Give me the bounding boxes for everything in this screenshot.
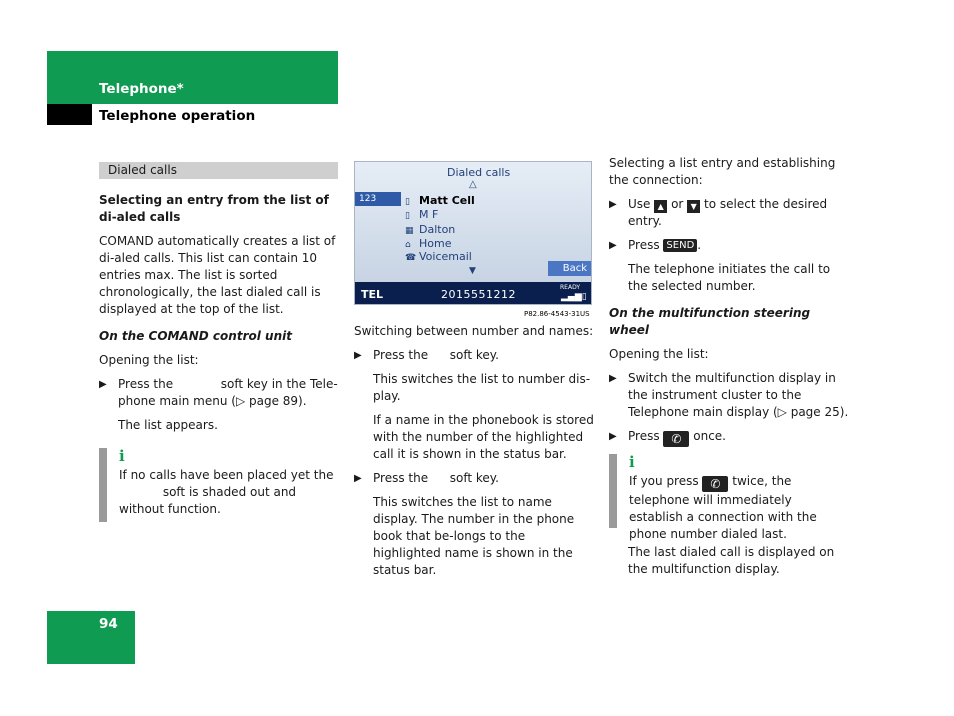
bullet-arrow-icon: ▶ bbox=[609, 373, 617, 384]
down-key-icon: ▼ bbox=[687, 200, 700, 213]
control-unit-heading: On the COMAND control unit bbox=[99, 329, 292, 343]
switch-names-text: This switches the list to name display. The number in the phone book that be-longs to the highlighted name is shown in the status bar. bbox=[373, 495, 575, 577]
column-3 bbox=[609, 155, 849, 585]
list-appears-text: The list appears. bbox=[118, 418, 218, 432]
note-bar bbox=[609, 454, 617, 528]
bullet-arrow-icon: ▶ bbox=[609, 199, 617, 210]
signal-icon: ▂▄▆▯ bbox=[561, 292, 587, 302]
scroll-down-icon: ▼ bbox=[469, 266, 476, 276]
opening-text: Opening the list: bbox=[99, 353, 199, 367]
intro-paragraph: COMAND automatically creates a list of di-aled calls. This list can contain 10 entries max. The list is sorted chronologically, the last dialed call is displayed at the top of the list. bbox=[99, 234, 336, 316]
last-dialed-text: The last dialed call is displayed on the multifunction display. bbox=[628, 545, 835, 576]
switching-text: Switching between number and names: bbox=[354, 324, 594, 338]
page-number: 94 bbox=[99, 616, 118, 632]
scroll-up-icon: △ bbox=[469, 179, 477, 190]
status-bar bbox=[355, 282, 591, 305]
send-key-icon: SEND bbox=[663, 239, 697, 252]
column-2 bbox=[354, 323, 594, 586]
mobile-icon: ▯ bbox=[405, 197, 410, 207]
bullet-press-soft-key: ▶ Press the soft key. bbox=[354, 348, 499, 362]
voicemail-icon: ☎ bbox=[405, 253, 417, 263]
number-tab[interactable]: 123 bbox=[355, 192, 401, 206]
bullet-press-phone: ▶ Press ✆ once. bbox=[609, 429, 726, 446]
dialed-calls-screen bbox=[354, 161, 592, 305]
bullet-arrow-icon: ▶ bbox=[354, 350, 362, 361]
bullet-arrow-icon: ▶ bbox=[354, 473, 362, 484]
column-1 bbox=[99, 162, 338, 522]
bullet-use-arrows: ▶ Use ▲ or ▼ to select the desired entry. bbox=[609, 197, 828, 228]
initiates-text: The telephone initiates the call to the selected number. bbox=[628, 262, 831, 293]
list-item[interactable]: ⌂ Home bbox=[405, 237, 452, 250]
bullet-arrow-icon: ▶ bbox=[609, 240, 617, 251]
status-number: 2015551212 bbox=[441, 288, 516, 301]
header-bar bbox=[47, 51, 338, 104]
list-item[interactable]: ▯ M F bbox=[405, 208, 439, 221]
status-label: TEL bbox=[361, 288, 384, 301]
note-bar bbox=[99, 448, 107, 522]
up-key-icon: ▲ bbox=[654, 200, 667, 213]
bullet-arrow-icon: ▶ bbox=[99, 379, 107, 390]
opening-text: Opening the list: bbox=[609, 347, 709, 361]
if-name-text: If a name in the phonebook is stored with the number of the highlighted call it is shown in the status bar. bbox=[373, 413, 594, 461]
bullet-press-soft-key: ▶ Press the soft key in the Tele-phone main menu (▷ page 89). bbox=[99, 377, 338, 408]
bullet-switch-mfd: ▶ Switch the multifunction display in the instrument cluster to the Telephone main display (▷ page 25). bbox=[609, 371, 849, 419]
section-title: Telephone operation bbox=[99, 108, 256, 124]
list-item[interactable]: ▯ Matt Cell bbox=[405, 194, 475, 207]
info-icon: i bbox=[119, 447, 125, 465]
info-note: i If no calls have been placed yet the soft is shaded out and without function. bbox=[99, 448, 338, 522]
selecting-text: Selecting a list entry and establishing the connection: bbox=[609, 156, 836, 187]
list-item[interactable]: ☎ Voicemail bbox=[405, 250, 472, 263]
switch-numbers-text: This switches the list to number dis-play. bbox=[373, 372, 591, 403]
chapter-title: Telephone* bbox=[99, 81, 184, 97]
phone-key-icon: ✆ bbox=[663, 431, 689, 447]
image-caption: P82.86-4543-31US bbox=[524, 310, 590, 318]
section-bar: Dialed calls bbox=[99, 162, 338, 179]
ready-label: READY bbox=[560, 284, 581, 291]
info-note: i If you press ✆ twice, the telephone will immediately establish a connection with the phone number dialed last. bbox=[609, 454, 849, 528]
mobile-icon: ▯ bbox=[405, 211, 410, 221]
list-item[interactable]: ▦ Dalton bbox=[405, 223, 456, 236]
subheading: Selecting an entry from the list of di-aled calls bbox=[99, 193, 329, 224]
page-number-box bbox=[47, 611, 135, 664]
mf-wheel-heading: On the multifunction steering wheel bbox=[609, 306, 811, 337]
bullet-arrow-icon: ▶ bbox=[609, 431, 617, 442]
bullet-press-soft-key: ▶ Press the soft key. bbox=[354, 471, 499, 485]
screen-title: Dialed calls bbox=[447, 166, 511, 179]
back-button[interactable]: Back bbox=[548, 261, 592, 276]
home-icon: ⌂ bbox=[405, 240, 411, 250]
bullet-press-send: ▶ Press SEND . bbox=[609, 238, 702, 252]
info-icon: i bbox=[629, 453, 635, 471]
phone-key-icon: ✆ bbox=[702, 476, 728, 492]
office-icon: ▦ bbox=[405, 226, 414, 236]
header-marker bbox=[47, 104, 92, 125]
